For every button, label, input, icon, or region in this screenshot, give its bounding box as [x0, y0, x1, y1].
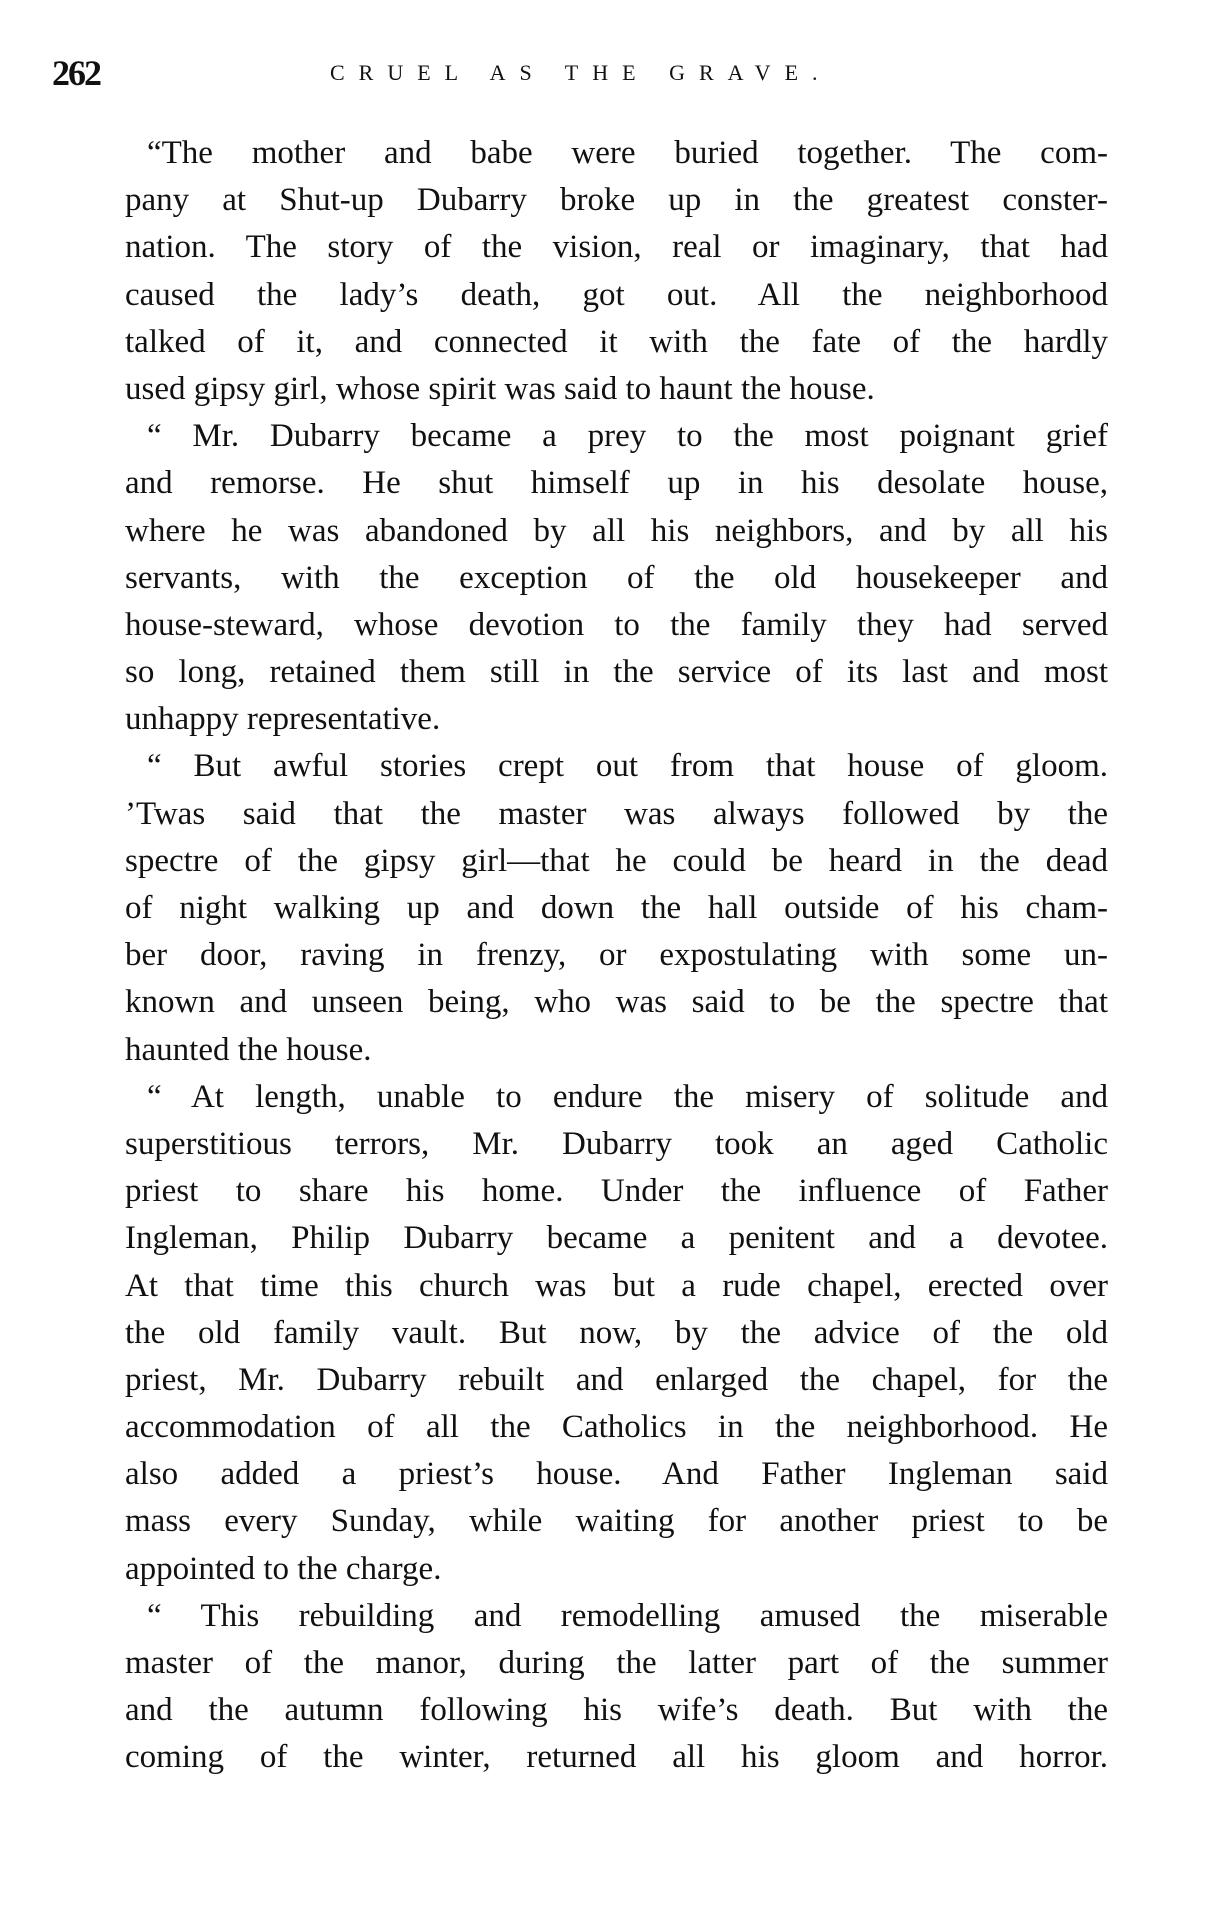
- text-line: also added a priest’s house. And Father Ingleman said: [125, 1456, 1108, 1493]
- text-line: house-steward, whose devotion to the family they had served: [125, 606, 1108, 643]
- text-line: coming of the winter, returned all his gloom and horror.: [125, 1739, 1108, 1776]
- text-line: ’Twas said that the master was always followed by the: [125, 795, 1108, 832]
- text-line: At that time this church was but a rude chapel, erected over: [125, 1267, 1108, 1304]
- text-line: so long, retained them still in the service of its last and most: [125, 654, 1108, 691]
- page-number: 262: [52, 53, 100, 93]
- text-line: superstitious terrors, Mr. Dubarry took an aged Catholic: [125, 1125, 1108, 1162]
- text-line: “The mother and babe were buried together. The com-: [147, 135, 1108, 171]
- text-line: spectre of the gipsy girl—that he could be heard in the dead: [125, 842, 1108, 879]
- running-header: [0, 52, 1213, 96]
- text-line: “ This rebuilding and remodelling amused the miserable: [147, 1597, 1108, 1634]
- text-line: “ Mr. Dubarry became a prey to the most poignant grief: [147, 418, 1108, 455]
- text-line: Ingleman, Philip Dubarry became a penitent and a devotee.: [125, 1220, 1108, 1257]
- text-line: priest, Mr. Dubarry rebuilt and enlarged the chapel, for the: [125, 1361, 1108, 1398]
- text-line: known and unseen being, who was said to be the spectre that: [125, 984, 1108, 1021]
- text-line: where he was abandoned by all his neighbors, and by all his: [125, 512, 1108, 549]
- text-line: unhappy representative.: [125, 701, 441, 738]
- text-line: and the autumn following his wife’s death. But with the: [125, 1692, 1108, 1729]
- text-line: master of the manor, during the latter part of the summer: [125, 1645, 1108, 1681]
- text-line: caused the lady’s death, got out. All the neighborhood: [125, 276, 1108, 313]
- text-line: ber door, raving in frenzy, or expostulating with some un-: [125, 937, 1108, 974]
- page-body-text: [125, 130, 1108, 1782]
- text-line: “ At length, unable to endure the misery of solitude and: [147, 1078, 1108, 1115]
- text-line: nation. The story of the vision, real or imaginary, that had: [125, 229, 1108, 266]
- text-line: mass every Sunday, while waiting for another priest to be: [125, 1503, 1108, 1540]
- text-line: of night walking up and down the hall outside of his cham-: [125, 890, 1108, 926]
- text-line: accommodation of all the Catholics in the neighborhood. He: [125, 1409, 1108, 1446]
- text-line: appointed to the charge.: [125, 1550, 442, 1587]
- text-line: talked of it, and connected it with the fate of the hardly: [125, 323, 1108, 360]
- text-line: priest to share his home. Under the influence of Father: [125, 1173, 1108, 1210]
- text-line: used gipsy girl, whose spirit was said to haunt the house.: [125, 370, 875, 407]
- running-title: CRUEL AS THE GRAVE.: [330, 60, 832, 85]
- text-line: pany at Shut-up Dubarry broke up in the greatest conster-: [125, 182, 1108, 219]
- text-line: and remorse. He shut himself up in his desolate house,: [125, 465, 1108, 502]
- text-line: the old family vault. But now, by the advice of the old: [125, 1314, 1108, 1351]
- text-line: “ But awful stories crept out from that house of gloom.: [147, 748, 1108, 785]
- text-line: servants, with the exception of the old housekeeper and: [125, 559, 1108, 596]
- text-line: haunted the house.: [125, 1031, 372, 1068]
